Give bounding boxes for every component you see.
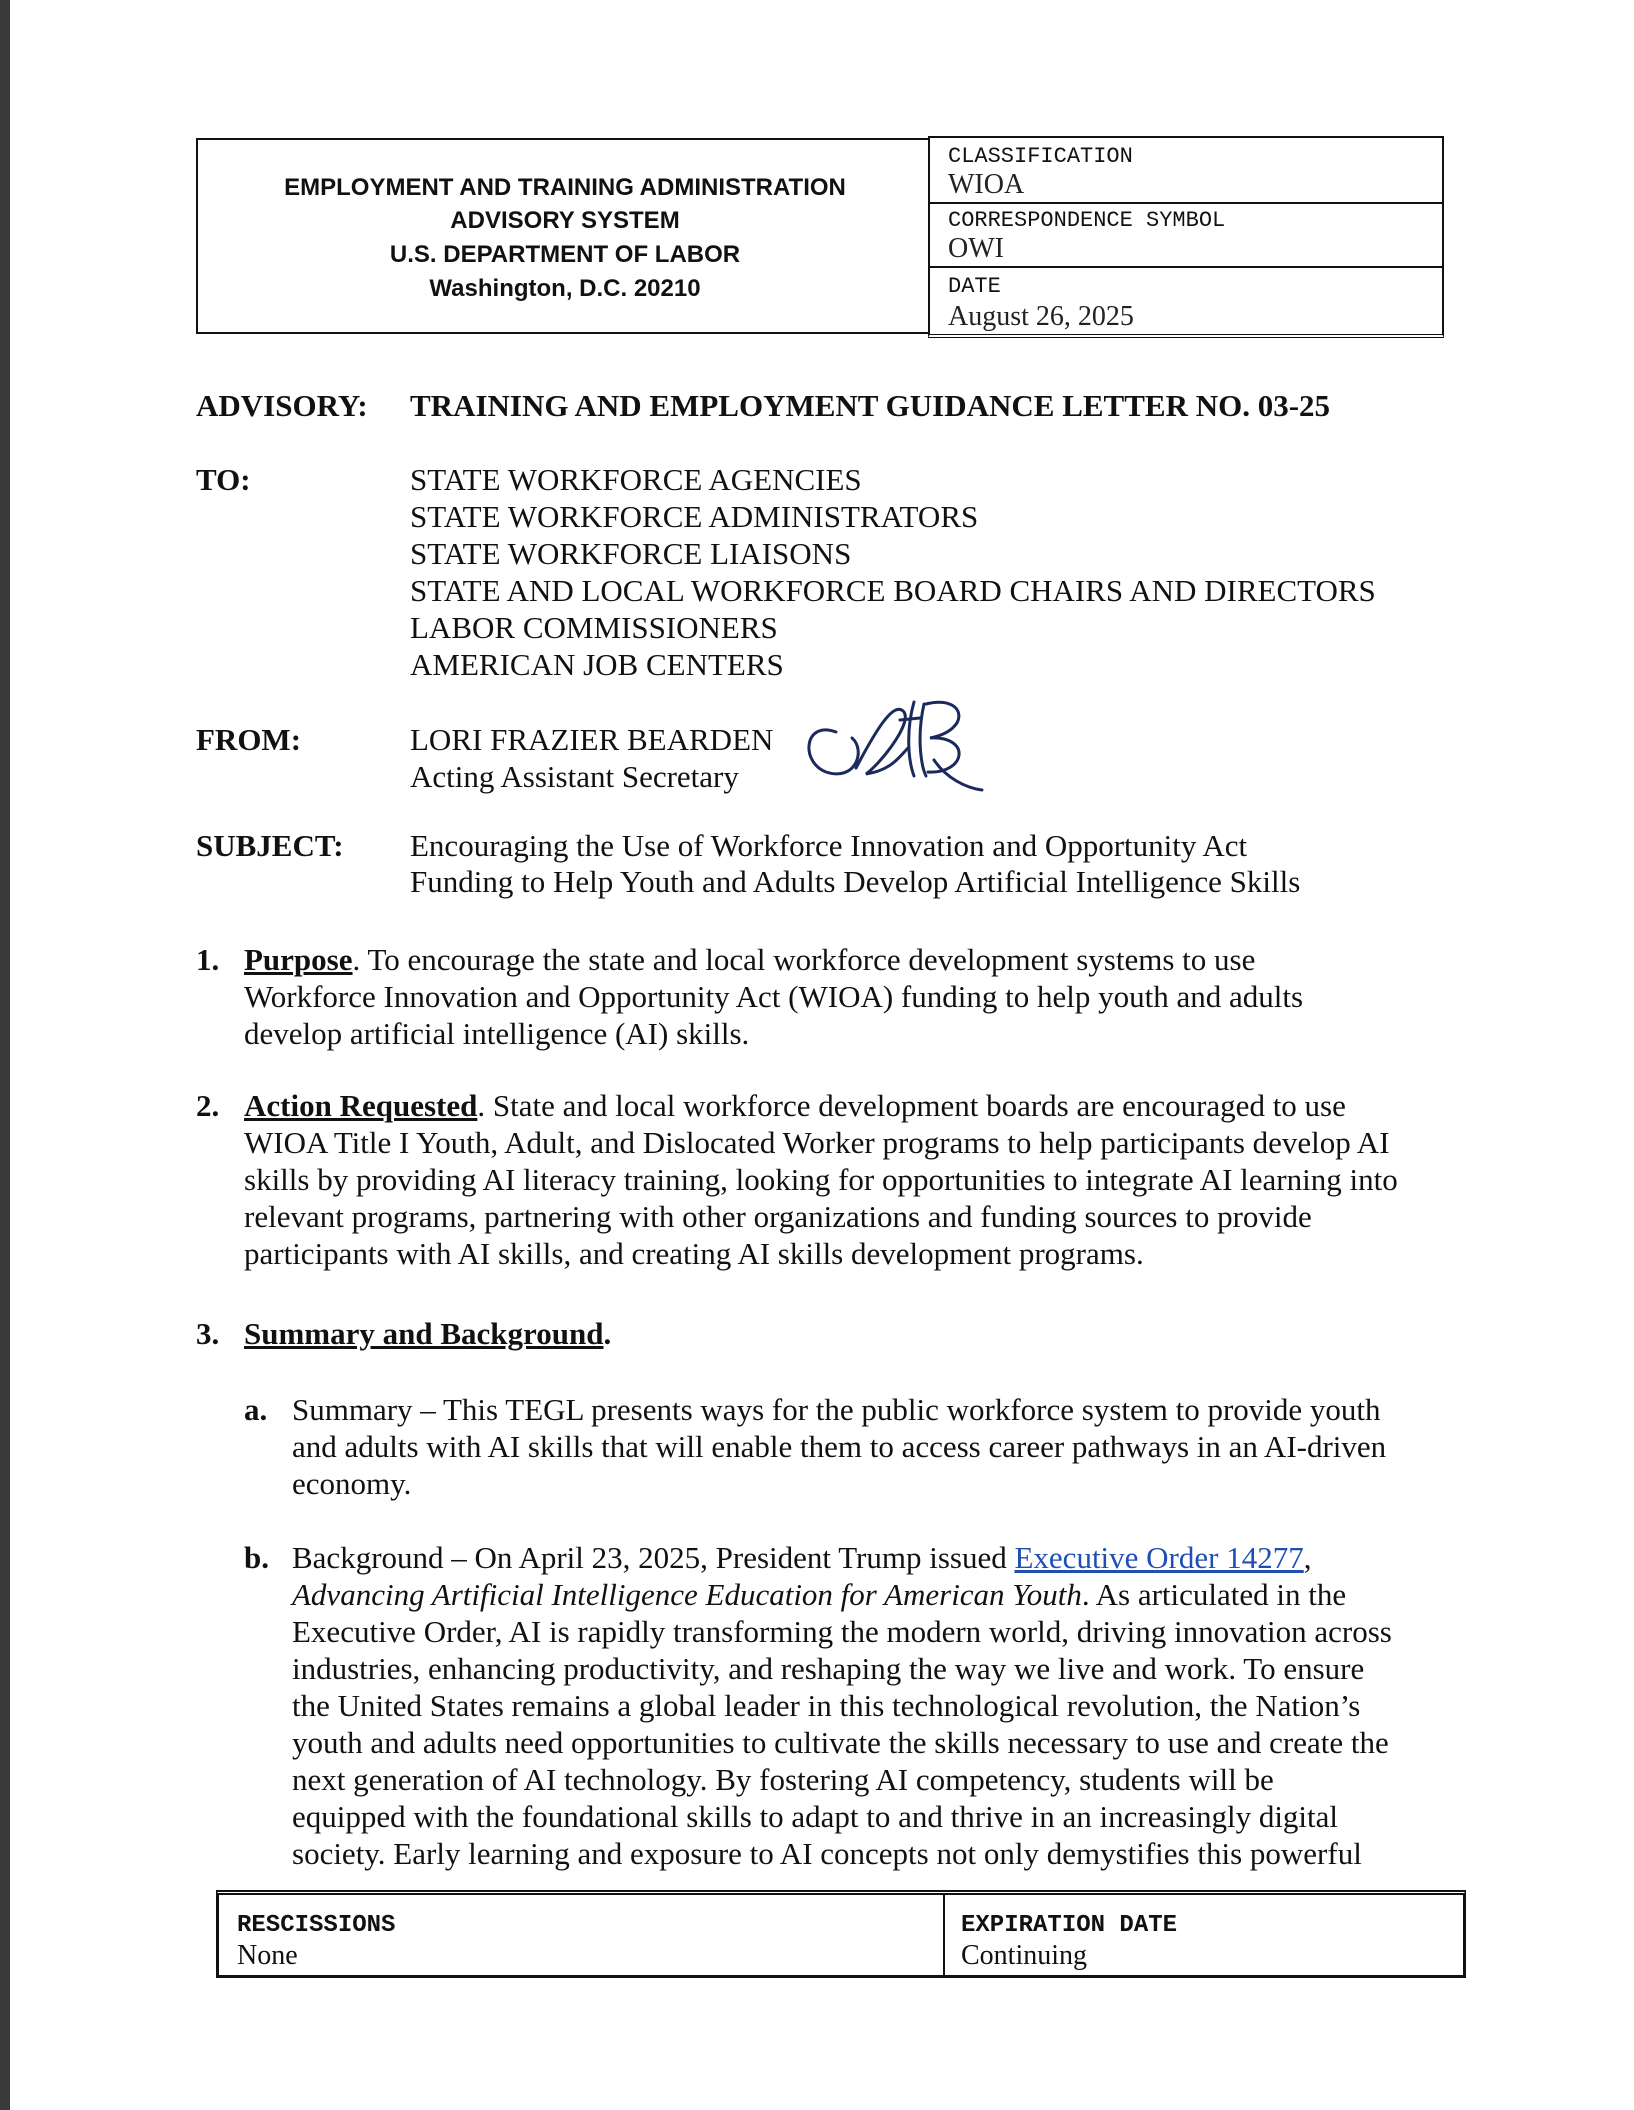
viewer-edge — [0, 0, 10, 2110]
summary-heading-line — [244, 1316, 611, 1352]
action-line: skills by providing AI literacy training, looking for opportunities to integrate AI learning into — [244, 1162, 1398, 1197]
sender-name: LORI FRAZIER BEARDEN — [410, 722, 774, 757]
advisory-label: ADVISORY: — [196, 388, 368, 423]
correspondence-label: CORRESPONDENCE SYMBOL — [948, 208, 1226, 233]
action-line: WIOA Title I Youth, Adult, and Dislocated Worker programs to help participants develop AI — [244, 1125, 1390, 1160]
footer-divider — [943, 1895, 945, 1975]
rescissions-value: None — [237, 1940, 298, 1971]
summary-heading: Summary and Background — [244, 1316, 604, 1351]
agency-line: ADVISORY SYSTEM — [450, 207, 680, 234]
subject-line: Encouraging the Use of Workforce Innovation and Opportunity Act — [410, 828, 1248, 863]
summary-line: Summary – This TEGL presents ways for the public workforce system to provide youth — [292, 1392, 1381, 1427]
background-line: Executive Order, AI is rapidly transforming the modern world, driving innovation across — [292, 1614, 1392, 1649]
sender-title: Acting Assistant Secretary — [410, 759, 739, 794]
correspondence-value: OWI — [948, 233, 1004, 264]
purpose-first-line — [244, 942, 1255, 978]
section-number: 2. — [196, 1088, 220, 1123]
action-first-line — [244, 1088, 1346, 1124]
background-comma: , — [1303, 1540, 1312, 1575]
purpose-text: . To encourage the state and local workforce development systems to use — [352, 942, 1256, 977]
subsection-letter: a. — [244, 1392, 268, 1427]
recipient: LABOR COMMISSIONERS — [410, 610, 778, 645]
background-line: industries, enhancing productivity, and reshaping the way we live and work. To ensure — [292, 1651, 1365, 1686]
action-text: . State and local workforce development boards are encouraged to use — [477, 1088, 1346, 1123]
subsection-letter: b. — [244, 1540, 269, 1575]
summary-line: economy. — [292, 1466, 412, 1501]
agency-line: EMPLOYMENT AND TRAINING ADMINISTRATION — [284, 174, 846, 201]
classification-row — [930, 138, 1442, 204]
signature-image — [796, 690, 996, 800]
background-line: society. Early learning and exposure to AI concepts not only demystifies this powerful — [292, 1836, 1362, 1871]
action-heading: Action Requested — [244, 1088, 478, 1123]
recipient: STATE AND LOCAL WORKFORCE BOARD CHAIRS AND DIRECTORS — [410, 573, 1376, 608]
correspondence-row — [930, 204, 1442, 268]
recipient: STATE WORKFORCE AGENCIES — [410, 462, 862, 497]
footer-box — [216, 1890, 1466, 1978]
subject-label: SUBJECT: — [196, 828, 344, 863]
recipient: AMERICAN JOB CENTERS — [410, 647, 784, 682]
action-line: relevant programs, partnering with other organizations and funding sources to provide — [244, 1199, 1312, 1234]
background-line: equipped with the foundational skills to adapt to and thrive in an increasingly digital — [292, 1799, 1339, 1834]
agency-header — [196, 138, 930, 334]
to-label: TO: — [196, 462, 251, 497]
purpose-line: develop artificial intelligence (AI) skills. — [244, 1016, 750, 1051]
summary-heading-period: . — [603, 1316, 612, 1351]
background-line: next generation of AI technology. By fostering AI competency, students will be — [292, 1762, 1274, 1797]
rescissions-label: RESCISSIONS — [237, 1912, 396, 1939]
background-text: Background – On April 23, 2025, President Trump issued — [292, 1540, 1015, 1575]
subject-line: Funding to Help Youth and Adults Develop Artificial Intelligence Skills — [410, 864, 1301, 899]
purpose-heading: Purpose — [244, 942, 353, 977]
summary-line: and adults with AI skills that will enable them to access career pathways in an AI-driven — [292, 1429, 1387, 1464]
classification-box — [928, 136, 1444, 338]
agency-line: U.S. DEPARTMENT OF LABOR — [389, 241, 741, 268]
advisory-title: TRAINING AND EMPLOYMENT GUIDANCE LETTER NO. 03-25 — [410, 388, 1331, 423]
from-label: FROM: — [196, 722, 302, 757]
background-text: . As articulated in the — [1081, 1577, 1347, 1612]
background-second-line — [292, 1577, 1346, 1613]
recipient: STATE WORKFORCE LIAISONS — [410, 536, 852, 571]
classification-label: CLASSIFICATION — [948, 144, 1133, 169]
section-number: 1. — [196, 942, 220, 977]
background-first-line — [292, 1540, 1311, 1576]
section-number: 3. — [196, 1316, 220, 1351]
purpose-line: Workforce Innovation and Opportunity Act (WIOA) funding to help youth and adults — [244, 979, 1304, 1014]
agency-line: Washington, D.C. 20210 — [429, 275, 701, 302]
action-line: participants with AI skills, and creating AI skills development programs. — [244, 1236, 1144, 1271]
executive-order-link[interactable]: Executive Order 14277 — [1014, 1540, 1304, 1575]
classification-value: WIOA — [948, 169, 1025, 200]
date-value: August 26, 2025 — [948, 301, 1134, 332]
expiration-label: EXPIRATION DATE — [961, 1912, 1178, 1939]
date-label: DATE — [948, 274, 1001, 299]
background-line: youth and adults need opportunities to cultivate the skills necessary to use and create the — [292, 1725, 1389, 1760]
background-line: the United States remains a global leader in this technological revolution, the Nation’s — [292, 1688, 1361, 1723]
expiration-value: Continuing — [961, 1940, 1088, 1971]
recipient: STATE WORKFORCE ADMINISTRATORS — [410, 499, 979, 534]
executive-order-title: Advancing Artificial Intelligence Education for American Youth — [292, 1577, 1082, 1612]
